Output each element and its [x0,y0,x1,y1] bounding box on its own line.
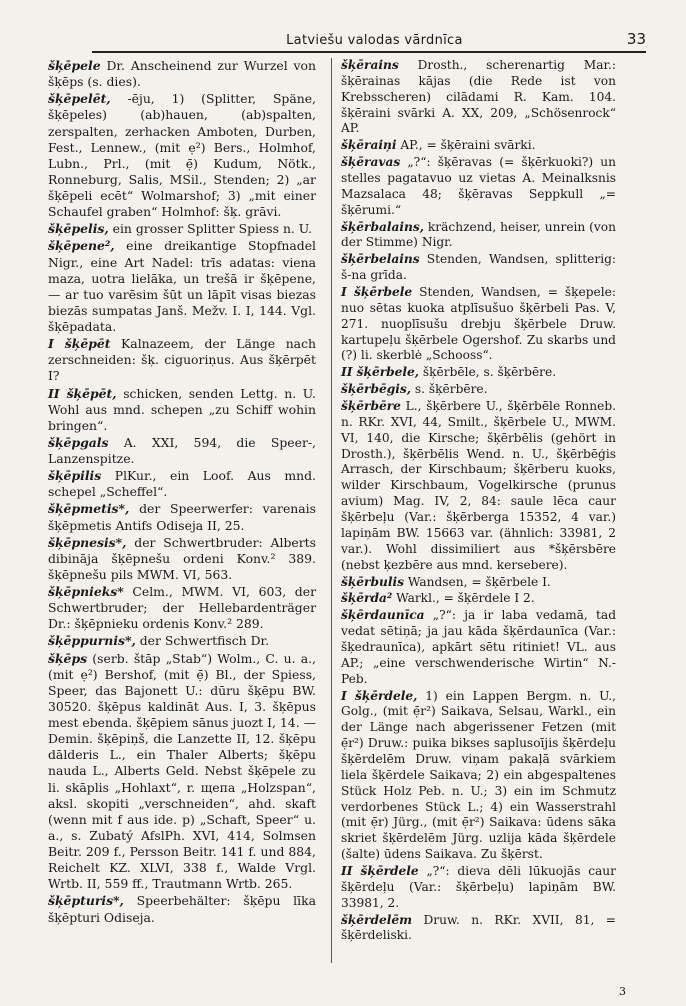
entry-text: Stenden, Wandsen, splitterig: š-na grīda. [341,252,616,283]
entry-text: der Schwertbruder: Alberts dibināja šķēpnešu ordeni Konv.² 389. šķēpnešu pils MWM. VI, 563. [48,534,316,582]
column-divider [331,58,332,963]
dictionary-entry [341,365,616,381]
footer-number: 3 [619,985,626,998]
headword: šķēpnieks* [48,584,124,599]
page-header [92,26,646,53]
dictionary-entry [48,468,316,500]
headword: I šķērbele [341,285,413,300]
headword: šķēpelis, [48,221,109,237]
dictionary-entry [341,138,616,154]
dictionary-entry [341,58,616,137]
headword: II šķēpēt, [48,385,117,401]
headword: šķērdelēm [341,912,413,927]
headword: šķērbelains [341,252,420,267]
headword: šķēpele [48,58,101,73]
entry-text: Dr. Anscheinend zur Wurzel von šķēps (s. dies). [48,58,316,90]
dictionary-entry [341,608,616,687]
dictionary-entry [48,501,316,533]
dictionary-entry [48,633,316,649]
dictionary-entry [341,913,616,945]
dictionary-entry [341,252,616,284]
headword: šķēpelēt, [48,91,111,107]
dictionary-entry [341,285,616,364]
entry-text: (serb. štāp „Stab“) Wolm., C. u. a., (mit ẹ²) Bershof, (mit ẹ̄) Bl., der Spiess, Speer, das Bajonett U.: dūru šķēpu BW. 30520. šķēpus kaldināt Aus. I, 3. šķēpus mest ebenda. šķēpiem sānus juozt I, 14. — Demin. šķēpiņš, die Lanzette II, 12. šķēpu dālderis L., ein Thaler Alberts; šķēpu nauda L., Alberts Geld. Nebst šķēpele zu li. skāplis „Hohlaxt“, r. щепа „Holzspan“, aksl. skopiti „verschneiden“, ahd. skaft (wenn mit f aus ide. p) „Schaft, Speer“ u. a., s. Zubatý AfslPh. XVI, 414, Solmsen Beitr. 209 f., Persson Beitr. 141 f. und 884, Reichelt KZ. XLVI, 338 f., Walde Vrgl. Wrtb. II, 559 ff., Trautmann Wrtb. 265. [48,650,316,892]
headword: II šķērdele [341,863,419,878]
dictionary-entry [48,893,316,925]
headword: I šķērdele, [341,688,418,703]
entry-text: Warkl., = šķērdele I 2. [392,591,535,606]
dictionary-entry [341,689,616,863]
entry-text: PlKur., ein Loof. Aus mnd. schepel „Scheffel“. [48,468,316,500]
entry-text: eine dreikantige Stopfnadel Nigr., eine Art Nadel: trīs adatas: viena maza, uotra lielāka, un trešā ir šķēpene, — ar tuo varēsim šūt un lāpīt visas biezas biezās sumpatas Janš. Mežv. I. I, 144. Vgl. šķēpadata. [48,238,316,334]
dictionary-entry [48,336,316,384]
dictionary-entry [48,651,316,893]
dictionary-entry [341,382,616,398]
headword: šķērda² [341,591,393,606]
entry-text: schicken, senden Lettg. n. U. Wohl aus mnd. schepen „zu Schiff wohin bringen“. [48,385,316,433]
entry-text: 1) ein Lappen Bergm. n. U., Golg., (mit ẹ̄r²) Saikava, Selsau, Warkl., ein der Länge nach abgerissener Fetzen (mit ẹ̄r²) Druw.: puika bikses saplusoījis šķērdeļu šķērdelēm Druw. viņam pakaļā svārkiem liela šķērdele Saikava; 2) ein abgespaltenes Stück Holz Peb. n. U.; 3) ein im Schmutz verdorbenes Stück L.; 4) ein Wasserstrahl (mit ẹ̄r) Jürg., (mit ẹ̄r²) Saikava: ūdens sāka skriet šķērdelēm Jürg. uzlija kāda šķērdele (šalte) ūdens Saikava. Zu šķērst. [341,688,616,862]
headword: šķēpmetis*, [48,501,130,517]
entry-text: Wandsen, = šķērbele I. [404,574,551,589]
right-column [341,58,616,945]
headword: šķēpene², [48,238,115,254]
dictionary-entry [341,575,616,591]
headword: šķēpnesis*, [48,534,127,550]
entry-text: s. šķērbēre. [411,382,488,397]
entry-text: A. XXI, 594, die Speer-, Lanzenspitze. [48,434,316,466]
entry-text: der Speerwerfer: varenais šķēpmetis Antifs Odiseja II, 25. [48,501,316,533]
entry-text: AP., = šķēraini svārki. [396,138,536,153]
entry-text: Celm., MWM. VI, 603, der Schwertbruder; der Hellebardenträger Dr.: šķēpnieku ordenis Konv.² 289. [48,584,316,632]
headword: II šķērbele, [341,365,420,380]
headword: šķērbulis [341,574,404,589]
dictionary-entry [48,535,316,583]
entry-text: Speerbehälter: šķēpu līka šķēpturi Odiseja. [48,893,316,925]
page-number: 33 [626,30,646,48]
headword: šķērbēgis, [341,382,412,397]
dictionary-entry [341,220,616,252]
dictionary-entry [341,155,616,218]
headword: šķērdaunīca [341,608,425,623]
headword: I šķēpēt [48,336,111,352]
dictionary-entry [48,238,316,335]
entry-text: L., šķērbere U., šķērbēle Ronneb. n. RKr. XVI, 44, Smilt., šķērbele U., MWM. VI, 140, die Kirsche; šķērbēlis (gehört in Drosth.), šķērbēlis Wend. n. U., šķērbēģis Arrasch, der Kirschbaum; šķērberu kuoks, wilder Kirschbaum, Vogelkirsche (prunus avium) Mag. IV, 2, 84: saule lēca caur šķērbeļu (Var.: šķērberga 15352, 4 var.) lapiņām BW. 15663 var. (ähnlich: 33981, 2 var.). Wohl dissimiliert aus *šķērsbēre (nebst ķezbēre aus mnd. kersebere). [341,399,616,572]
headword: šķēraiņi [341,138,397,153]
headword: šķēpturis*, [48,893,124,909]
entry-text: -ēju, 1) (Splitter, Späne, šķēpeles) (ab)hauen, (ab)spalten, zerspalten, zerhacken Amboten, Durben, Fest., Lennew., (mit ẹ²) Bers., Holmhof, Lubn., Prl., (mit ẹ̄) Kudum, Nötk., Ronneburg, Salis, MSil., Stenden; 2) „ar šķēpeli ecēt“ Wolmarshof; 3) „mit einer Schaufel graben“ Holmhof: šķ. grāvi. [48,91,316,220]
entry-text: „?“: ja ir laba vedamā, tad vedat sētiņā; ja jau kāda šķērdaunīca (Var.: šķedraunīca), apkārt sētu ritiniet! VL. aus AP.; „eine verschwenderische Wirtin“ N.-Peb. [341,608,616,686]
headword: šķērains [341,58,399,72]
headword: šķēpilis [48,468,102,484]
entry-text: ein grosser Splitter Spiess n. U. [108,221,313,237]
entry-text: šķērbēle, s. šķērbēre. [419,365,557,380]
headword: šķērbēre [341,399,401,414]
left-column [48,58,316,927]
dictionary-entry [48,91,316,220]
entry-text: „?“: šķēravas (= šķērkuoki?) un stelles pagatavuo uz vietas A. Meinalksnis Mazsalaca 48; šķēravas Seppkull „= šķērumi.“ [341,155,616,217]
entry-text: Druw. n. RKr. XVII, 81, = šķērdeliski. [341,912,616,943]
entry-text: Kalnazeem, der Länge nach zerschneiden: šķ. ciguoriņus. Aus šķērpēt I? [48,336,316,384]
headword: šķēps [48,650,88,666]
dictionary-entry [48,386,316,434]
headword: šķēpgals [48,434,109,450]
dictionary-entry [341,864,616,912]
headword: šķēppurnis*, [48,633,136,649]
running-title: Latviešu valodas vārdnīca [286,33,463,48]
entry-text: der Schwertfisch Dr. [135,633,270,649]
dictionary-entry [48,435,316,467]
dictionary-entry [48,584,316,632]
entry-text: Drosth., scherenartig Mar.: šķērainas kājas (die Rede ist von Krebsscheren) cilādami R. Kam. 104. šķēraini svārki A. XX, 209, „Schösenrock“ AP. [341,58,616,136]
entry-text: krächzend, heiser, unrein (von der Stimme) Nigr. [341,219,616,250]
headword: šķērbalains, [341,219,425,234]
entry-text: „?“: dieva dēli lūkuojās caur šķērdeļu (Var.: šķērbeļu) lapiņām BW. 33981, 2. [341,863,616,910]
dictionary-entry [48,221,316,237]
dictionary-entry [48,58,316,90]
headword: šķēravas [341,155,401,170]
entry-text: Stenden, Wandsen, = šķepele: nuo sētas kuoka atplīsušuo šķērbeli Pas. V, 271. nuoplīsušu drebju šķērbele Druw. kartupeļu šķērbele Ogershof. Zu skarbs und (?) li. skerblė „Schooss“. [341,285,616,363]
dictionary-entry [341,591,616,607]
dictionary-entry [341,399,616,573]
